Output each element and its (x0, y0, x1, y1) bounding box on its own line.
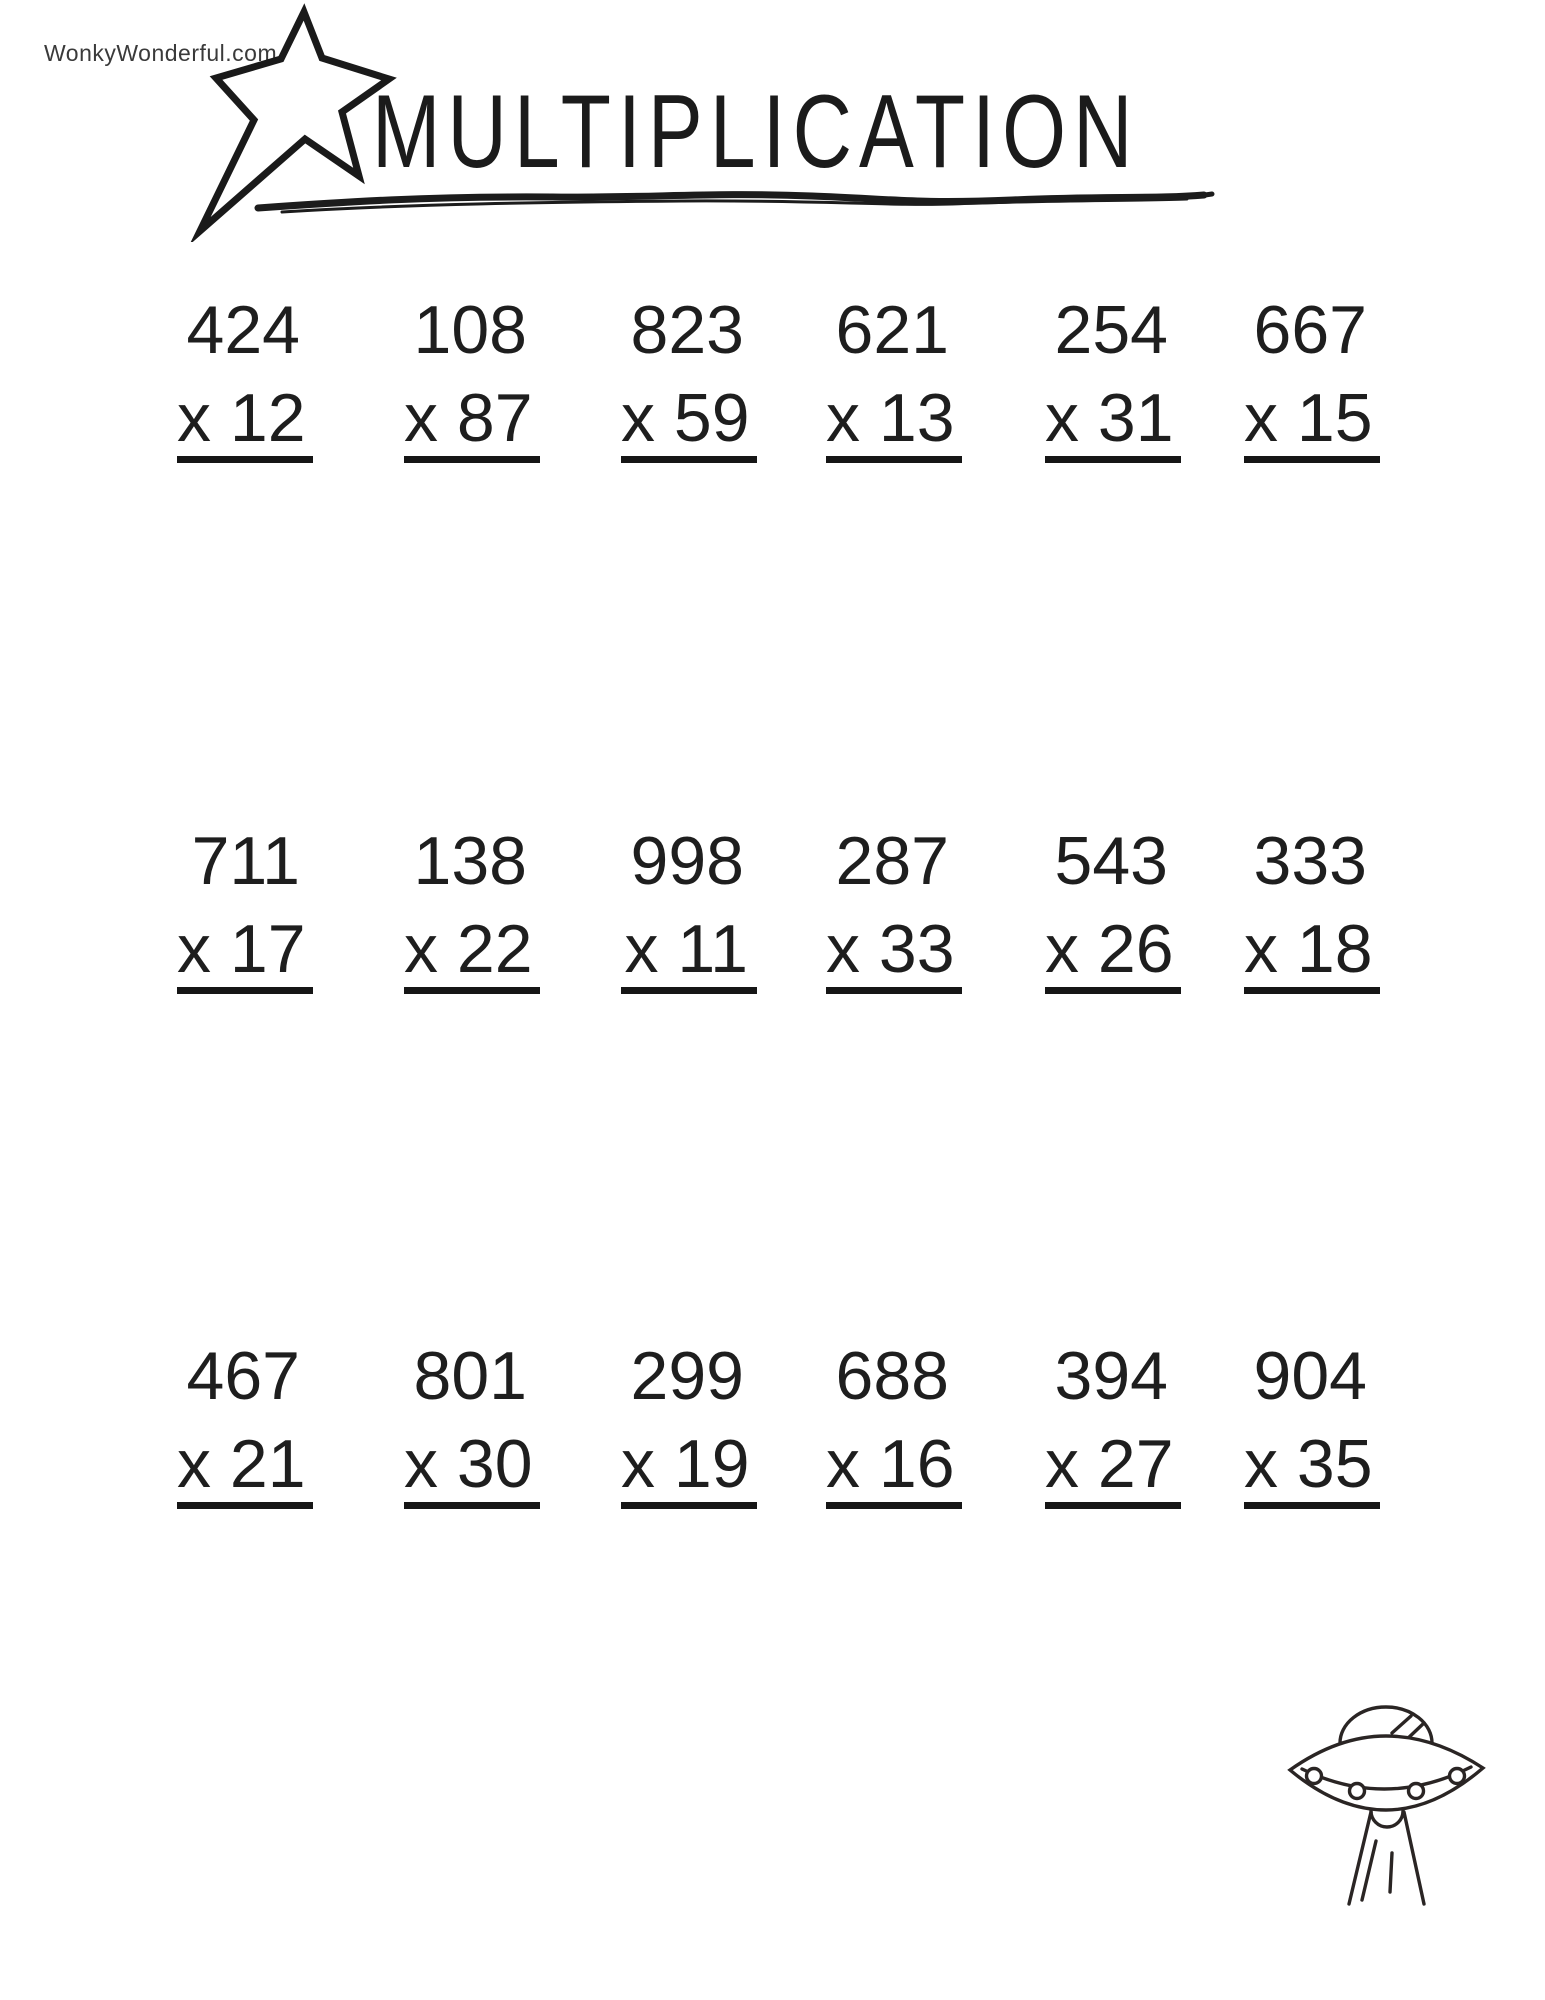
multiplier-line: x 31 (1045, 380, 1174, 456)
multiplicand: 138 (413, 823, 527, 899)
multiplicand: 394 (1054, 1338, 1168, 1414)
site-credit: WonkyWonderful.com (44, 40, 278, 66)
multiplicand: 621 (835, 292, 949, 368)
multiplicand: 333 (1253, 823, 1367, 899)
multiplicand: 543 (1054, 823, 1168, 899)
multiplier-line: x 22 (404, 911, 533, 987)
multiplier-line: x 16 (826, 1426, 955, 1502)
problem-cell (621, 1340, 757, 1509)
multiplier-line: x 15 (1244, 380, 1373, 456)
multiplier-line: x 27 (1045, 1426, 1174, 1502)
problem-cell (177, 294, 313, 463)
problem-cell (1244, 825, 1380, 994)
multiplier-line: x 19 (621, 1426, 750, 1502)
multiplicand: 424 (186, 292, 300, 368)
problem-cell (621, 825, 757, 994)
multiplicand: 904 (1253, 1338, 1367, 1414)
multiplier-line: x 11 (624, 911, 748, 987)
multiplier-line: x 59 (621, 380, 750, 456)
multiplier-line: x 18 (1244, 911, 1373, 987)
ufo-icon (1240, 1640, 1540, 2000)
problem-cell (826, 825, 962, 994)
multiplier-line: x 33 (826, 911, 955, 987)
multiplicand: 688 (835, 1338, 949, 1414)
multiplicand: 287 (835, 823, 949, 899)
multiplier-line: x 26 (1045, 911, 1174, 987)
problem-cell (404, 825, 540, 994)
title-underline-scribble (252, 183, 1217, 219)
problem-cell (1244, 1340, 1380, 1509)
problem-cell (621, 294, 757, 463)
multiplier-line: x 35 (1244, 1426, 1373, 1502)
problem-cell (826, 1340, 962, 1509)
multiplicand: 108 (413, 292, 527, 368)
multiplier-line: x 12 (177, 380, 306, 456)
multiplicand: 299 (630, 1338, 744, 1414)
problem-cell (404, 294, 540, 463)
problem-cell (177, 825, 313, 994)
multiplier-line: x 17 (177, 911, 306, 987)
page-title: MULTIPLICATION (372, 74, 1140, 190)
multiplicand: 667 (1253, 292, 1367, 368)
multiplier-line: x 13 (826, 380, 955, 456)
multiplicand: 801 (413, 1338, 527, 1414)
problem-cell (177, 1340, 313, 1509)
multiplicand: 254 (1054, 292, 1168, 368)
multiplicand: 467 (186, 1338, 300, 1414)
multiplier-line: x 87 (404, 380, 533, 456)
multiplier-line: x 21 (177, 1426, 306, 1502)
problem-cell (1045, 294, 1181, 463)
problem-cell (1045, 825, 1181, 994)
problem-cell (1244, 294, 1380, 463)
problem-cell (404, 1340, 540, 1509)
multiplicand: 823 (630, 292, 744, 368)
multiplicand: 711 (191, 823, 300, 899)
problem-cell (1045, 1340, 1181, 1509)
multiplicand: 998 (630, 823, 744, 899)
multiplier-line: x 30 (404, 1426, 533, 1502)
problem-cell (826, 294, 962, 463)
